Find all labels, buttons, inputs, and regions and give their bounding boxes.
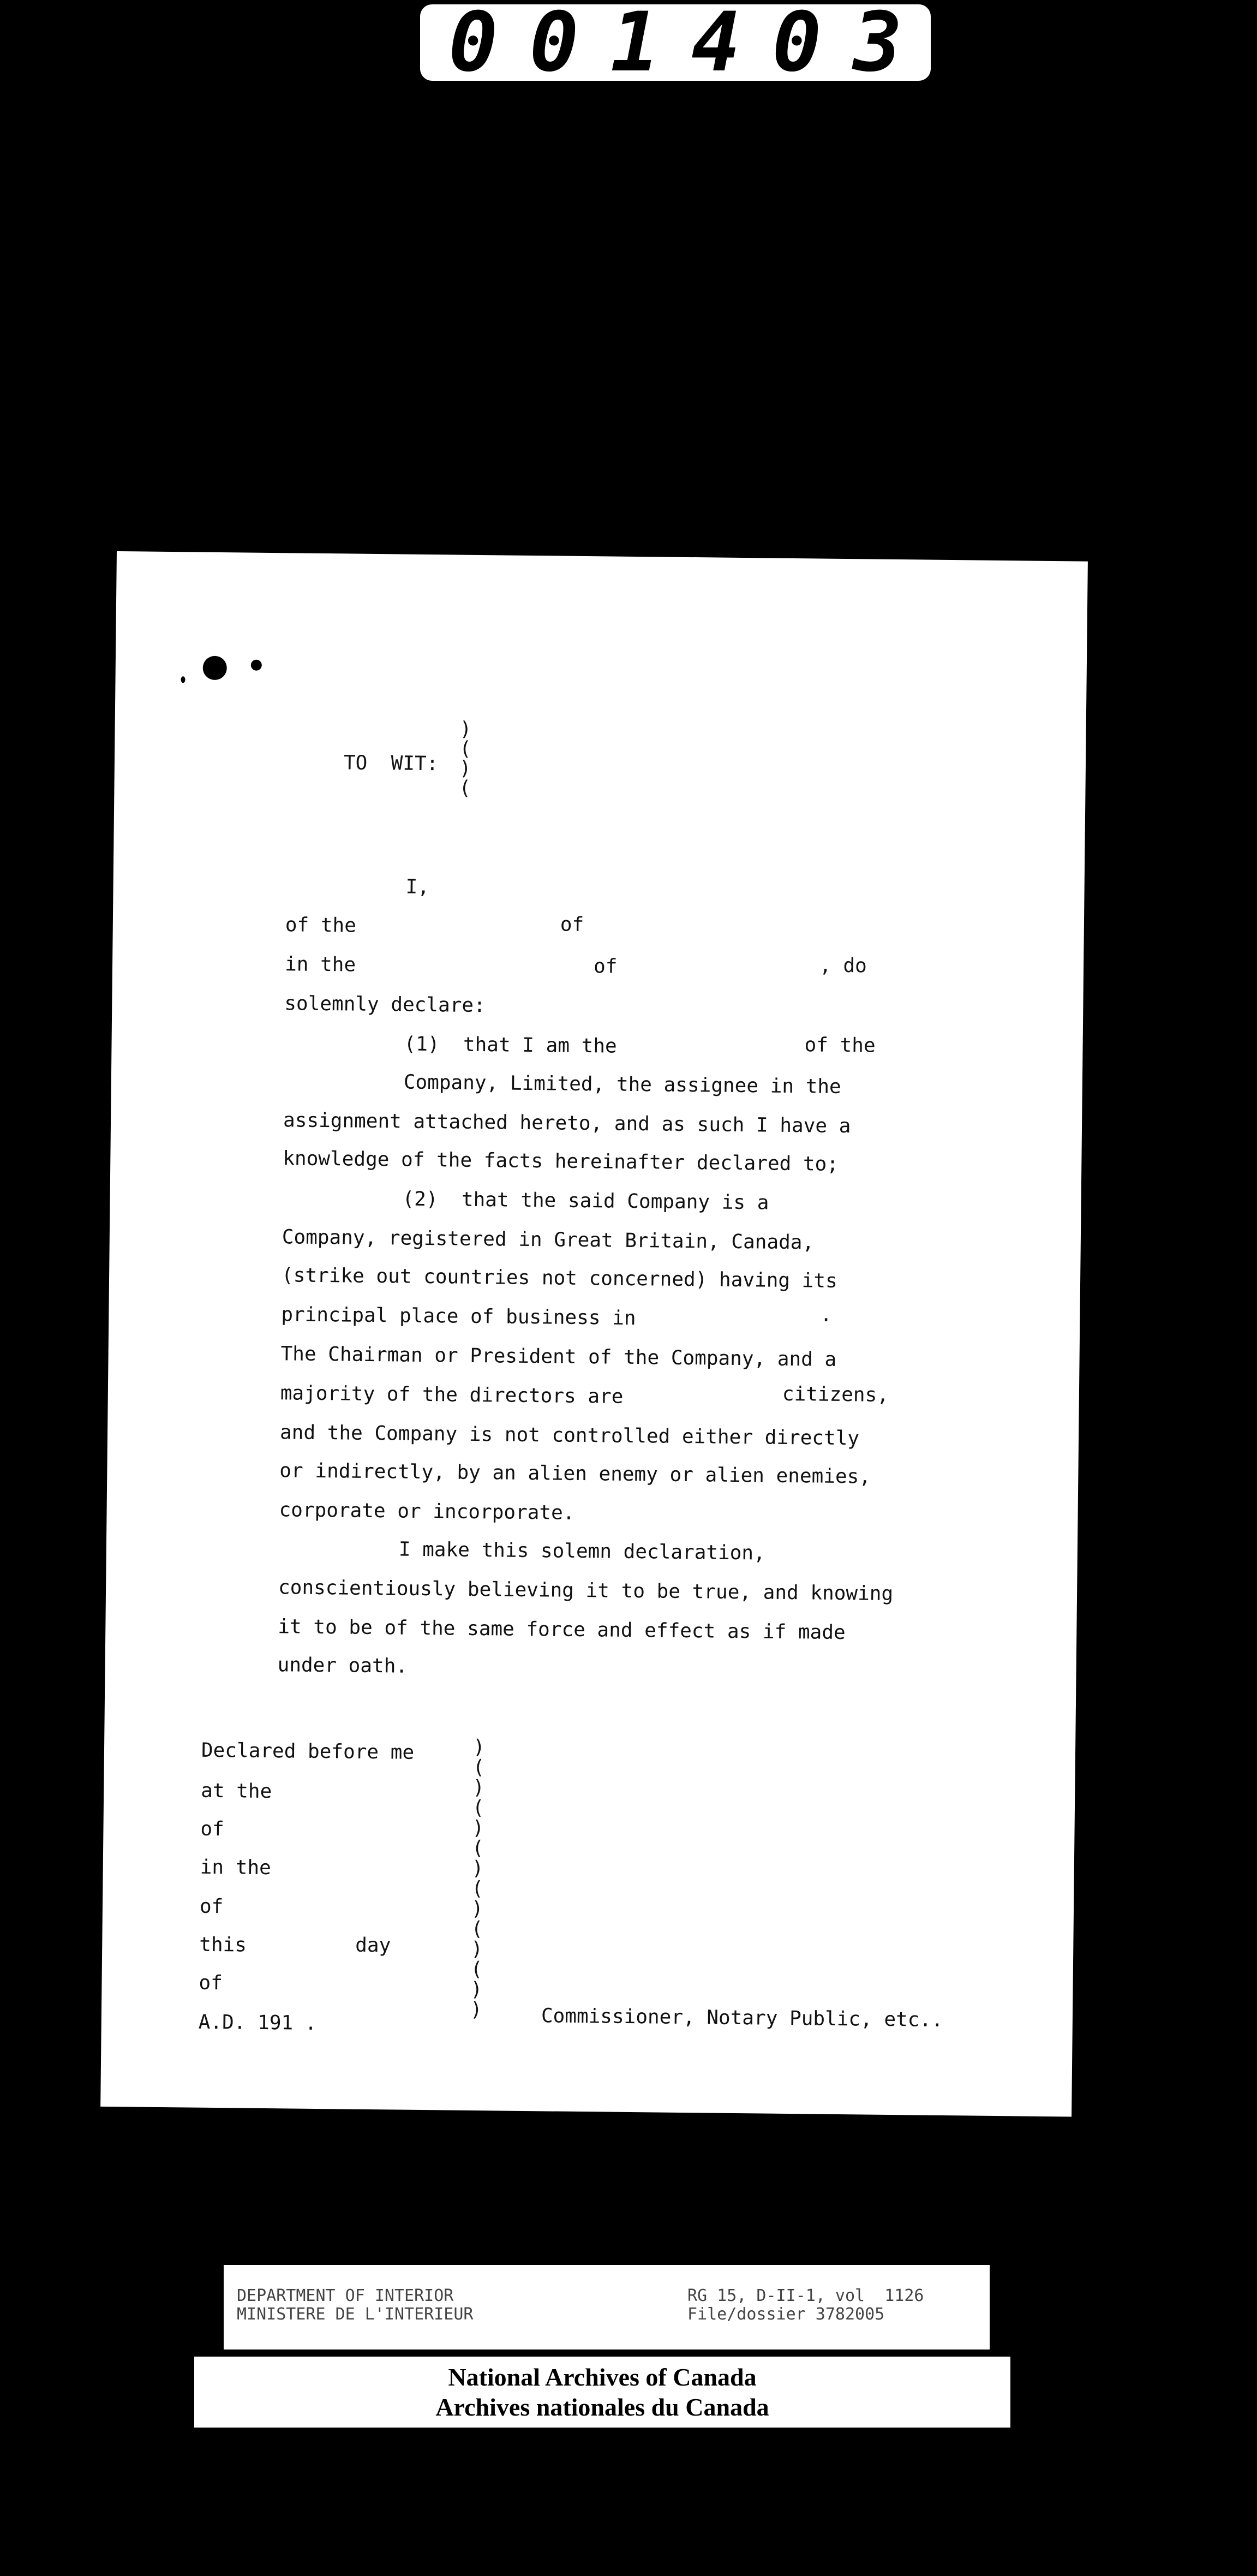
declaration-line: , do xyxy=(819,954,867,977)
ink-blot-mark xyxy=(181,676,185,683)
declaration-line: . xyxy=(820,1303,833,1326)
archives-credit xyxy=(194,2357,1010,2428)
jurat-line: in the xyxy=(200,1856,272,1880)
declaration-line: of xyxy=(560,913,584,937)
archives-name-english: National Archives of Canada xyxy=(448,2363,757,2391)
declaration-line: knowledge of the facts hereinafter declared to; xyxy=(283,1147,839,1176)
frame-number: 001403 xyxy=(448,0,934,90)
declaration-line: assignment attached hereto, and as such I have a xyxy=(283,1109,851,1138)
declaration-line: conscientiously believing it to be true, and knowing xyxy=(278,1576,894,1606)
jurat-line: of xyxy=(199,1895,224,1918)
declaration-line: under oath. xyxy=(277,1654,408,1678)
declaration-line: of the xyxy=(804,1034,876,1057)
declaration-line: majority of the directors are xyxy=(280,1382,624,1408)
declaration-line: (1) that I am the xyxy=(404,1033,617,1058)
record-group-reference: RG 15, D-II-1, vol 1126 xyxy=(687,2286,924,2305)
jurat-line: A.D. 191 . xyxy=(198,2011,317,2035)
declaration-line: (strike out countries not concerned) having its xyxy=(281,1264,837,1292)
declaration-line: The Chairman or President of the Company, and a xyxy=(280,1343,837,1371)
jurat-line: of xyxy=(200,1817,225,1841)
bracket: ) ( ) ( ) ( ) ( ) ( ) ( ) ) xyxy=(470,1736,485,2022)
frame-number-label xyxy=(420,0,934,90)
jurat-line: of xyxy=(199,1971,223,1995)
declaration-line: I make this solemn declaration, xyxy=(398,1538,765,1565)
declaration-line: of xyxy=(593,955,618,978)
jurat-line: at the xyxy=(201,1779,272,1803)
declaration-line: it to be of the same force and effect as if made xyxy=(278,1615,846,1644)
declaration-line: Company, registered in Great Britain, Canada, xyxy=(282,1226,815,1254)
declaration-line: solemnly declare: xyxy=(284,992,486,1017)
declaration-line: in the xyxy=(284,953,356,976)
to-wit-label: TO WIT: xyxy=(343,752,439,776)
archive-reference-label xyxy=(224,2265,990,2350)
declaration-line: citizens, xyxy=(782,1382,889,1406)
jurat-line: day xyxy=(355,1934,391,1957)
declaration-line: (2) that the said Company is a xyxy=(402,1188,769,1214)
bracket: ) ( ) ( xyxy=(459,718,472,800)
ink-blot-mark xyxy=(251,660,262,671)
department-french: MINISTERE DE L'INTERIEUR xyxy=(237,2305,474,2324)
ink-blot-mark xyxy=(203,656,227,680)
declaration-line: I, xyxy=(405,875,430,899)
department-english: DEPARTMENT OF INTERIOR xyxy=(237,2286,454,2305)
declaration-line: of the xyxy=(285,914,357,937)
archives-name-french: Archives nationales du Canada xyxy=(435,2393,769,2421)
document-page xyxy=(100,551,1088,2116)
commissioner-signature-line: Commissioner, Notary Public, etc.. xyxy=(541,2005,944,2032)
declaration-line: corporate or incorporate. xyxy=(279,1499,575,1524)
file-reference: File/dossier 3782005 xyxy=(687,2305,885,2324)
declaration-line: and the Company is not controlled either directly xyxy=(279,1421,860,1450)
declaration-line: or indirectly, by an alien enemy or alien enemies, xyxy=(279,1459,871,1488)
jurat-line: this xyxy=(199,1933,247,1957)
jurat-line: Declared before me xyxy=(201,1739,415,1764)
declaration-line: Company, Limited, the assignee in the xyxy=(403,1071,841,1098)
declaration-line: principal place of business in xyxy=(281,1303,636,1330)
